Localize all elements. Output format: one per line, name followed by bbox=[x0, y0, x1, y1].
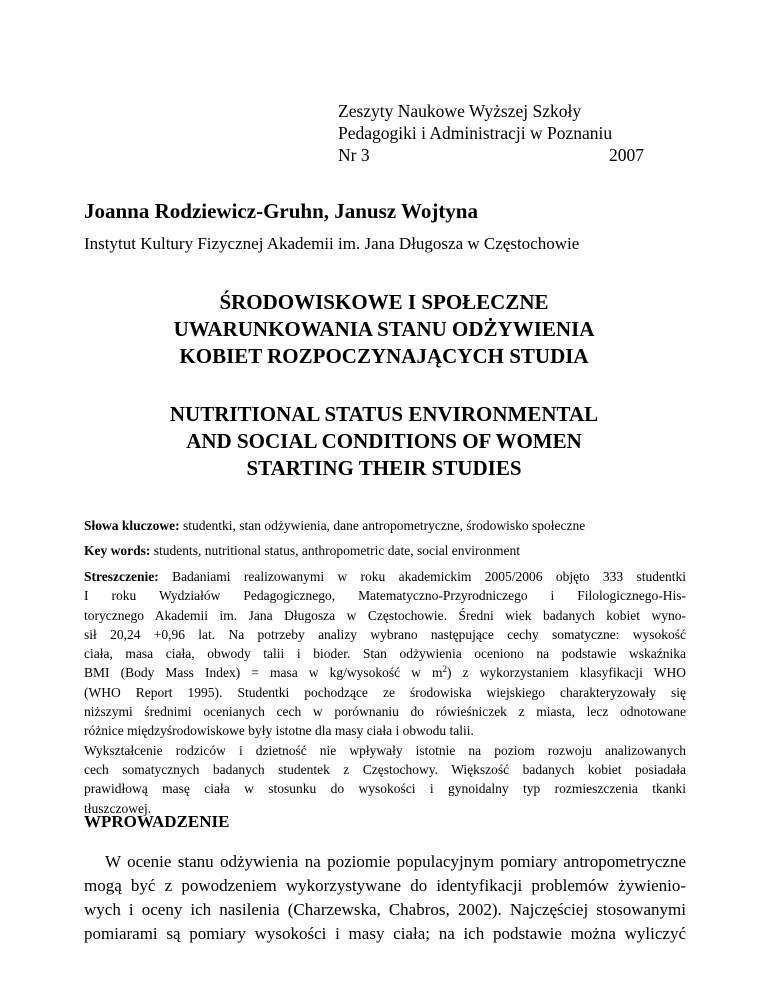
journal-name-line-2: Pedagogiki i Administracji w Poznaniu bbox=[338, 123, 613, 143]
abstract-line: torycznego Akademii im. Jana Długosza w Częstochowie. Średni wiek badanych kobiet wyno- bbox=[84, 607, 686, 623]
journal-issue-number: Nr 3 bbox=[338, 145, 370, 165]
abstract-line bbox=[84, 663, 686, 682]
title-english-line-3: STARTING THEIR STUDIES bbox=[246, 456, 522, 480]
keywords-english-text: students, nutritional status, anthropometric date, social environment bbox=[150, 543, 521, 558]
journal-issue-row bbox=[338, 144, 644, 166]
abstract-line: różnice międzyśrodowiskowe były istotne dla masy ciała i obwodu talii. bbox=[84, 723, 474, 739]
abstract-line: Wykształcenie rodziców i dzietność nie wpływały istotnie na poziom rozwoju analizowanych bbox=[84, 742, 686, 758]
journal-header bbox=[338, 100, 644, 166]
section-heading: WPROWADZENIE bbox=[84, 812, 230, 831]
journal-issue-year: 2007 bbox=[609, 145, 644, 165]
title-english-line-2: AND SOCIAL CONDITIONS OF WOMEN bbox=[186, 429, 582, 453]
abstract-label: Streszczenie: bbox=[84, 569, 159, 584]
abstract-line: sił 20,24 +0,96 lat. Na potrzeby analizy wybrano następujące cechy somatyczne: wysokość bbox=[84, 626, 686, 642]
keywords-polish-label: Słowa kluczowe: bbox=[84, 518, 180, 533]
abstract-text: BMI (Body Mass Index) = masa w kg/wysokość w m bbox=[84, 665, 443, 681]
keywords-polish bbox=[84, 517, 686, 535]
authors: Joanna Rodziewicz-Gruhn, Janusz Wojtyna bbox=[84, 199, 478, 223]
abstract-text: ) z wykorzystaniem klasyfikacji WHO bbox=[447, 665, 686, 681]
intro-line: W ocenie stanu odżywienia na poziomie populacyjnym pomiary antropometryczne bbox=[105, 852, 686, 871]
abstract-line: prawidłową masę ciała w stosunku do wysokości i gynoidalny typ rozmieszczenia tkanki bbox=[84, 781, 686, 797]
intro-paragraph bbox=[84, 850, 686, 946]
abstract-line: (WHO Report 1995). Studentki pochodzące ze środowiska wiejskiego charakteryzowały się bbox=[84, 684, 686, 700]
keywords-polish-text: studentki, stan odżywienia, dane antropometryczne, środowisko społeczne bbox=[179, 518, 586, 533]
keywords-english-label: Key words: bbox=[84, 543, 151, 558]
abstract-text: Badaniami realizowanymi w roku akademickim 2005/2006 objęto 333 studentki bbox=[158, 569, 686, 584]
superscript: 2 bbox=[442, 664, 447, 675]
intro-line: pomiarami są pomiary wysokości i masy ciała; na ich podstawie można wyliczyć bbox=[84, 924, 686, 943]
abstract bbox=[84, 567, 686, 818]
title-polish-line-2: UWARUNKOWANIA STANU ODŻYWIENIA bbox=[173, 317, 595, 341]
intro-line: mogą być z powodzeniem wykorzystywane do identyfikacji problemów żywienio- bbox=[84, 876, 686, 895]
abstract-line bbox=[84, 567, 686, 586]
abstract-line: ciała, masa ciała, obwody talii i bioder. Stan odżywienia oceniono na podstawie wskaźnika bbox=[84, 646, 686, 662]
abstract-line: tłuszczowej. bbox=[84, 800, 152, 816]
title-polish bbox=[84, 289, 684, 370]
title-polish-line-1: ŚRODOWISKOWE I SPOŁECZNE bbox=[219, 290, 549, 314]
keywords-english bbox=[84, 542, 686, 560]
intro-line: wych i oceny ich nasilenia (Charzewska, Chabros, 2002). Najczęściej stosowanymi bbox=[84, 900, 686, 919]
abstract-line: I roku Wydziałów Pedagogicznego, Matematyczno-Przyrodniczego i Filologicznego-His- bbox=[84, 588, 686, 604]
title-english bbox=[84, 401, 684, 482]
abstract-line: niższymi średnimi ocenianych cech w porównaniu do rówieśniczek z miasta, lecz odnotowane bbox=[84, 704, 686, 720]
title-english-line-1: NUTRITIONAL STATUS ENVIRONMENTAL bbox=[169, 402, 599, 426]
affiliation: Instytut Kultury Fizycznej Akademii im. Jana Długosza w Częstochowie bbox=[84, 234, 580, 253]
journal-name-line-1: Zeszyty Naukowe Wyższej Szkoły bbox=[338, 101, 582, 121]
abstract-line: cech somatycznych badanych studentek z Częstochowy. Większość badanych kobiet posiadała bbox=[84, 761, 686, 777]
title-polish-line-3: KOBIET ROZPOCZYNAJĄCYCH STUDIA bbox=[179, 344, 589, 368]
